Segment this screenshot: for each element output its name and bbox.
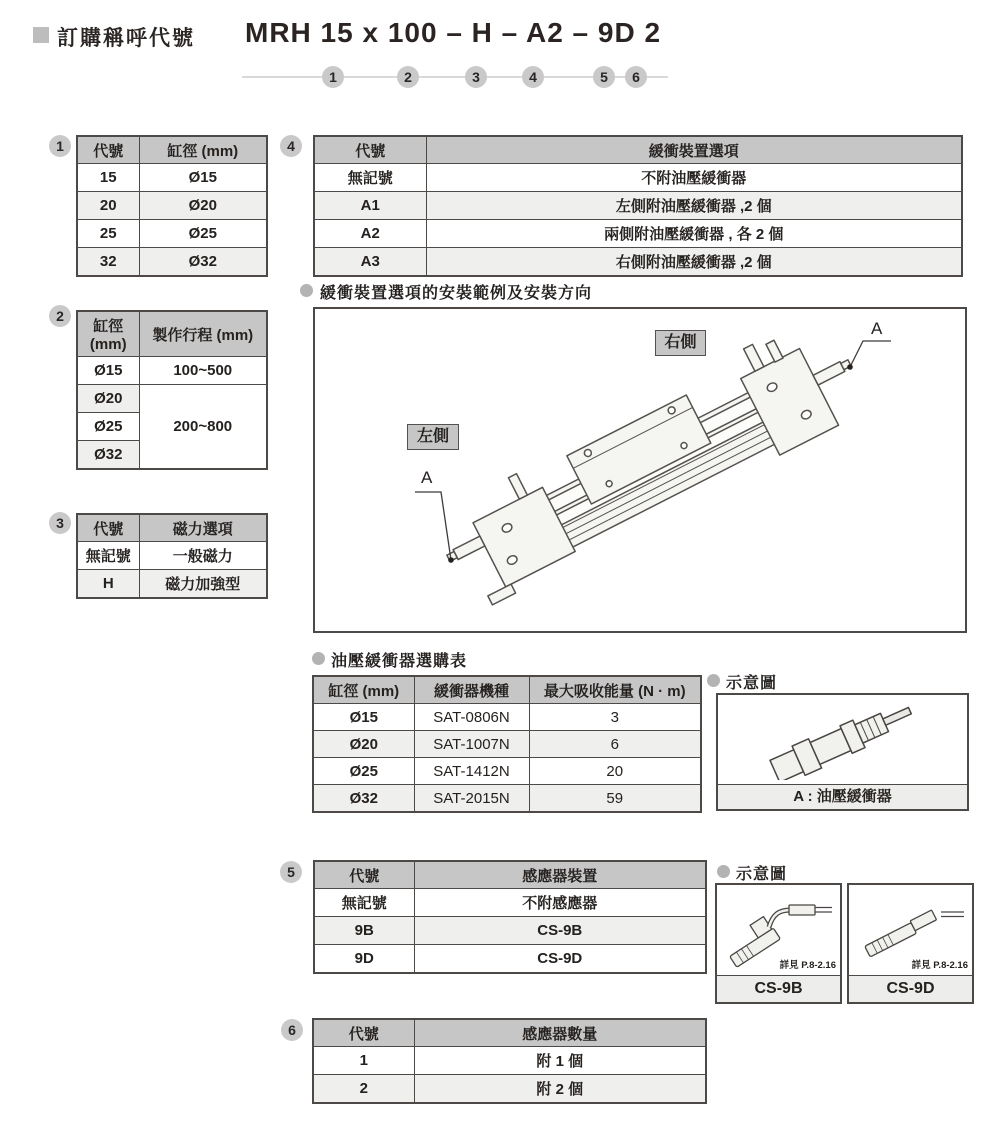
- table-cell: Ø25: [313, 758, 414, 785]
- absorber-selection-table: [312, 675, 702, 813]
- table-row: [77, 192, 267, 220]
- table-row: [313, 731, 701, 758]
- table-cell: 200~800: [139, 385, 267, 470]
- shock-absorber-drawing: [718, 695, 963, 780]
- table-cell: 3: [529, 704, 701, 731]
- table-row: [314, 917, 706, 945]
- table-cell: 1: [313, 1047, 414, 1075]
- marker-5: 5: [593, 66, 615, 88]
- table-cell: 無記號: [314, 164, 426, 192]
- table-cell: 9D: [314, 945, 414, 974]
- table-cell: 右側附油壓緩衝器 ,2 個: [426, 248, 962, 277]
- table-row: [313, 785, 701, 813]
- column-header: 缸徑 (mm): [313, 676, 414, 704]
- sensor-detail-note: 詳見 P.8-2.16: [779, 960, 836, 971]
- column-header: 最大吸收能量 (N · m): [529, 676, 701, 704]
- table-cell: 6: [529, 731, 701, 758]
- table-row: [77, 570, 267, 599]
- table-cell: Ø20: [139, 192, 267, 220]
- table-number-2: 2: [49, 305, 71, 327]
- sensor-qty-table: [312, 1018, 707, 1104]
- table-cell: 25: [77, 220, 139, 248]
- table-cell: Ø32: [77, 441, 139, 470]
- right-side-label: 右側: [655, 330, 706, 356]
- table-row: [314, 889, 706, 917]
- column-header: 代號: [77, 514, 139, 542]
- marker-3: 3: [465, 66, 487, 88]
- table-cell: 不附感應器: [414, 889, 706, 917]
- table-cell: Ø25: [139, 220, 267, 248]
- header-row: [314, 861, 706, 889]
- absorber-figure-title: 示意圖: [726, 675, 778, 692]
- column-header: 缸徑 (mm): [139, 136, 267, 164]
- table-row: [77, 385, 267, 413]
- sensor-table: [313, 860, 707, 974]
- column-header: 代號: [314, 136, 426, 164]
- magnet-table: [76, 513, 268, 599]
- column-header: 緩衝裝置選項: [426, 136, 962, 164]
- table-row: [314, 164, 962, 192]
- table-cell: 20: [529, 758, 701, 785]
- sensor-cs9d-caption: CS-9D: [849, 975, 972, 1002]
- table-row: [77, 542, 267, 570]
- table-cell: 無記號: [314, 889, 414, 917]
- column-header: 代號: [313, 1019, 414, 1047]
- absorber-figure-caption: A : 油壓緩衝器: [718, 784, 967, 809]
- sensor-detail-note: 詳見 P.8-2.16: [911, 960, 968, 971]
- table-row: [77, 248, 267, 277]
- cylinder-isometric-drawing: [315, 309, 965, 631]
- table-cell: Ø32: [313, 785, 414, 813]
- section-bullet: [312, 652, 325, 665]
- table-cell: SAT-1007N: [414, 731, 529, 758]
- section-bullet: [300, 284, 313, 297]
- page-title: 訂購稱呼代號: [57, 27, 195, 50]
- table-row: [313, 758, 701, 785]
- table-cell: 20: [77, 192, 139, 220]
- absorber-section-title: 油壓緩衝器選購表: [331, 653, 468, 670]
- table-row: [314, 248, 962, 277]
- table-cell: Ø25: [77, 413, 139, 441]
- marker-2: 2: [397, 66, 419, 88]
- table-cell: 不附油壓緩衝器: [426, 164, 962, 192]
- table-row: [313, 1047, 706, 1075]
- sensor-cs9d-box: [847, 883, 974, 1004]
- column-header: 感應器裝置: [414, 861, 706, 889]
- table-row: [313, 704, 701, 731]
- header-row: [77, 514, 267, 542]
- table-number-4: 4: [280, 135, 302, 157]
- header-row: [313, 1019, 706, 1047]
- table-cell: 兩側附油壓緩衝器 , 各 2 個: [426, 220, 962, 248]
- table-cell: Ø15: [313, 704, 414, 731]
- table-cell: Ø15: [77, 357, 139, 385]
- table-cell: Ø15: [139, 164, 267, 192]
- table-row: [314, 945, 706, 974]
- table-cell: 附 2 個: [414, 1075, 706, 1104]
- table-cell: H: [77, 570, 139, 599]
- table-number-1: 1: [49, 135, 71, 157]
- marker-4: 4: [522, 66, 544, 88]
- header-row: [314, 136, 962, 164]
- column-header: 代號: [314, 861, 414, 889]
- table-cell: Ø32: [139, 248, 267, 277]
- buffer-options-table: [313, 135, 963, 277]
- table-cell: SAT-0806N: [414, 704, 529, 731]
- table-cell: 59: [529, 785, 701, 813]
- marker-a-left: A: [421, 468, 433, 487]
- mounting-section-title: 緩衝裝置選項的安裝範例及安裝方向: [320, 285, 593, 302]
- table-cell: CS-9D: [414, 945, 706, 974]
- sensor-cs9b-caption: CS-9B: [717, 975, 840, 1002]
- header-row: [313, 676, 701, 704]
- table-cell: CS-9B: [414, 917, 706, 945]
- section-bullet-square: [33, 27, 49, 43]
- table-number-3: 3: [49, 512, 71, 534]
- table-number-5: 5: [280, 861, 302, 883]
- table-number-6: 6: [281, 1019, 303, 1041]
- column-header: 緩衝器機種: [414, 676, 529, 704]
- table-cell: SAT-1412N: [414, 758, 529, 785]
- table-cell: A1: [314, 192, 426, 220]
- sensor-figure-title: 示意圖: [736, 866, 788, 883]
- table-row: [77, 164, 267, 192]
- order-code: MRH 15 x 100 – H – A2 – 9D 2: [245, 17, 662, 48]
- column-header: 代號: [77, 136, 139, 164]
- table-row: [313, 1075, 706, 1104]
- sensor-cs9b-box: [715, 883, 842, 1004]
- absorber-figure-box: [716, 693, 969, 811]
- left-side-label: 左側: [407, 424, 459, 450]
- table-cell: 附 1 個: [414, 1047, 706, 1075]
- table-cell: 一般磁力: [139, 542, 267, 570]
- table-cell: 左側附油壓緩衝器 ,2 個: [426, 192, 962, 220]
- table-cell: 2: [313, 1075, 414, 1104]
- column-header: 磁力選項: [139, 514, 267, 542]
- table-cell: Ø20: [77, 385, 139, 413]
- section-bullet: [717, 865, 730, 878]
- table-row: [314, 192, 962, 220]
- table-cell: Ø20: [313, 731, 414, 758]
- table-row: [77, 220, 267, 248]
- table-cell: A3: [314, 248, 426, 277]
- header-row: [77, 136, 267, 164]
- marker-1: 1: [322, 66, 344, 88]
- marker-a-right: A: [871, 319, 883, 338]
- section-bullet: [707, 674, 720, 687]
- table-cell: A2: [314, 220, 426, 248]
- table-cell: SAT-2015N: [414, 785, 529, 813]
- table-cell: 32: [77, 248, 139, 277]
- table-row: [77, 357, 267, 385]
- table-cell: 磁力加強型: [139, 570, 267, 599]
- marker-6: 6: [625, 66, 647, 88]
- column-header: 感應器數量: [414, 1019, 706, 1047]
- table-cell: 15: [77, 164, 139, 192]
- table-cell: 無記號: [77, 542, 139, 570]
- mounting-diagram-box: [313, 307, 967, 633]
- column-header: 缸徑 (mm): [77, 311, 139, 357]
- stroke-table: [76, 310, 268, 470]
- table-row: [314, 220, 962, 248]
- column-header: 製作行程 (mm): [139, 311, 267, 357]
- bore-table: [76, 135, 268, 277]
- table-cell: 9B: [314, 917, 414, 945]
- table-cell: 100~500: [139, 357, 267, 385]
